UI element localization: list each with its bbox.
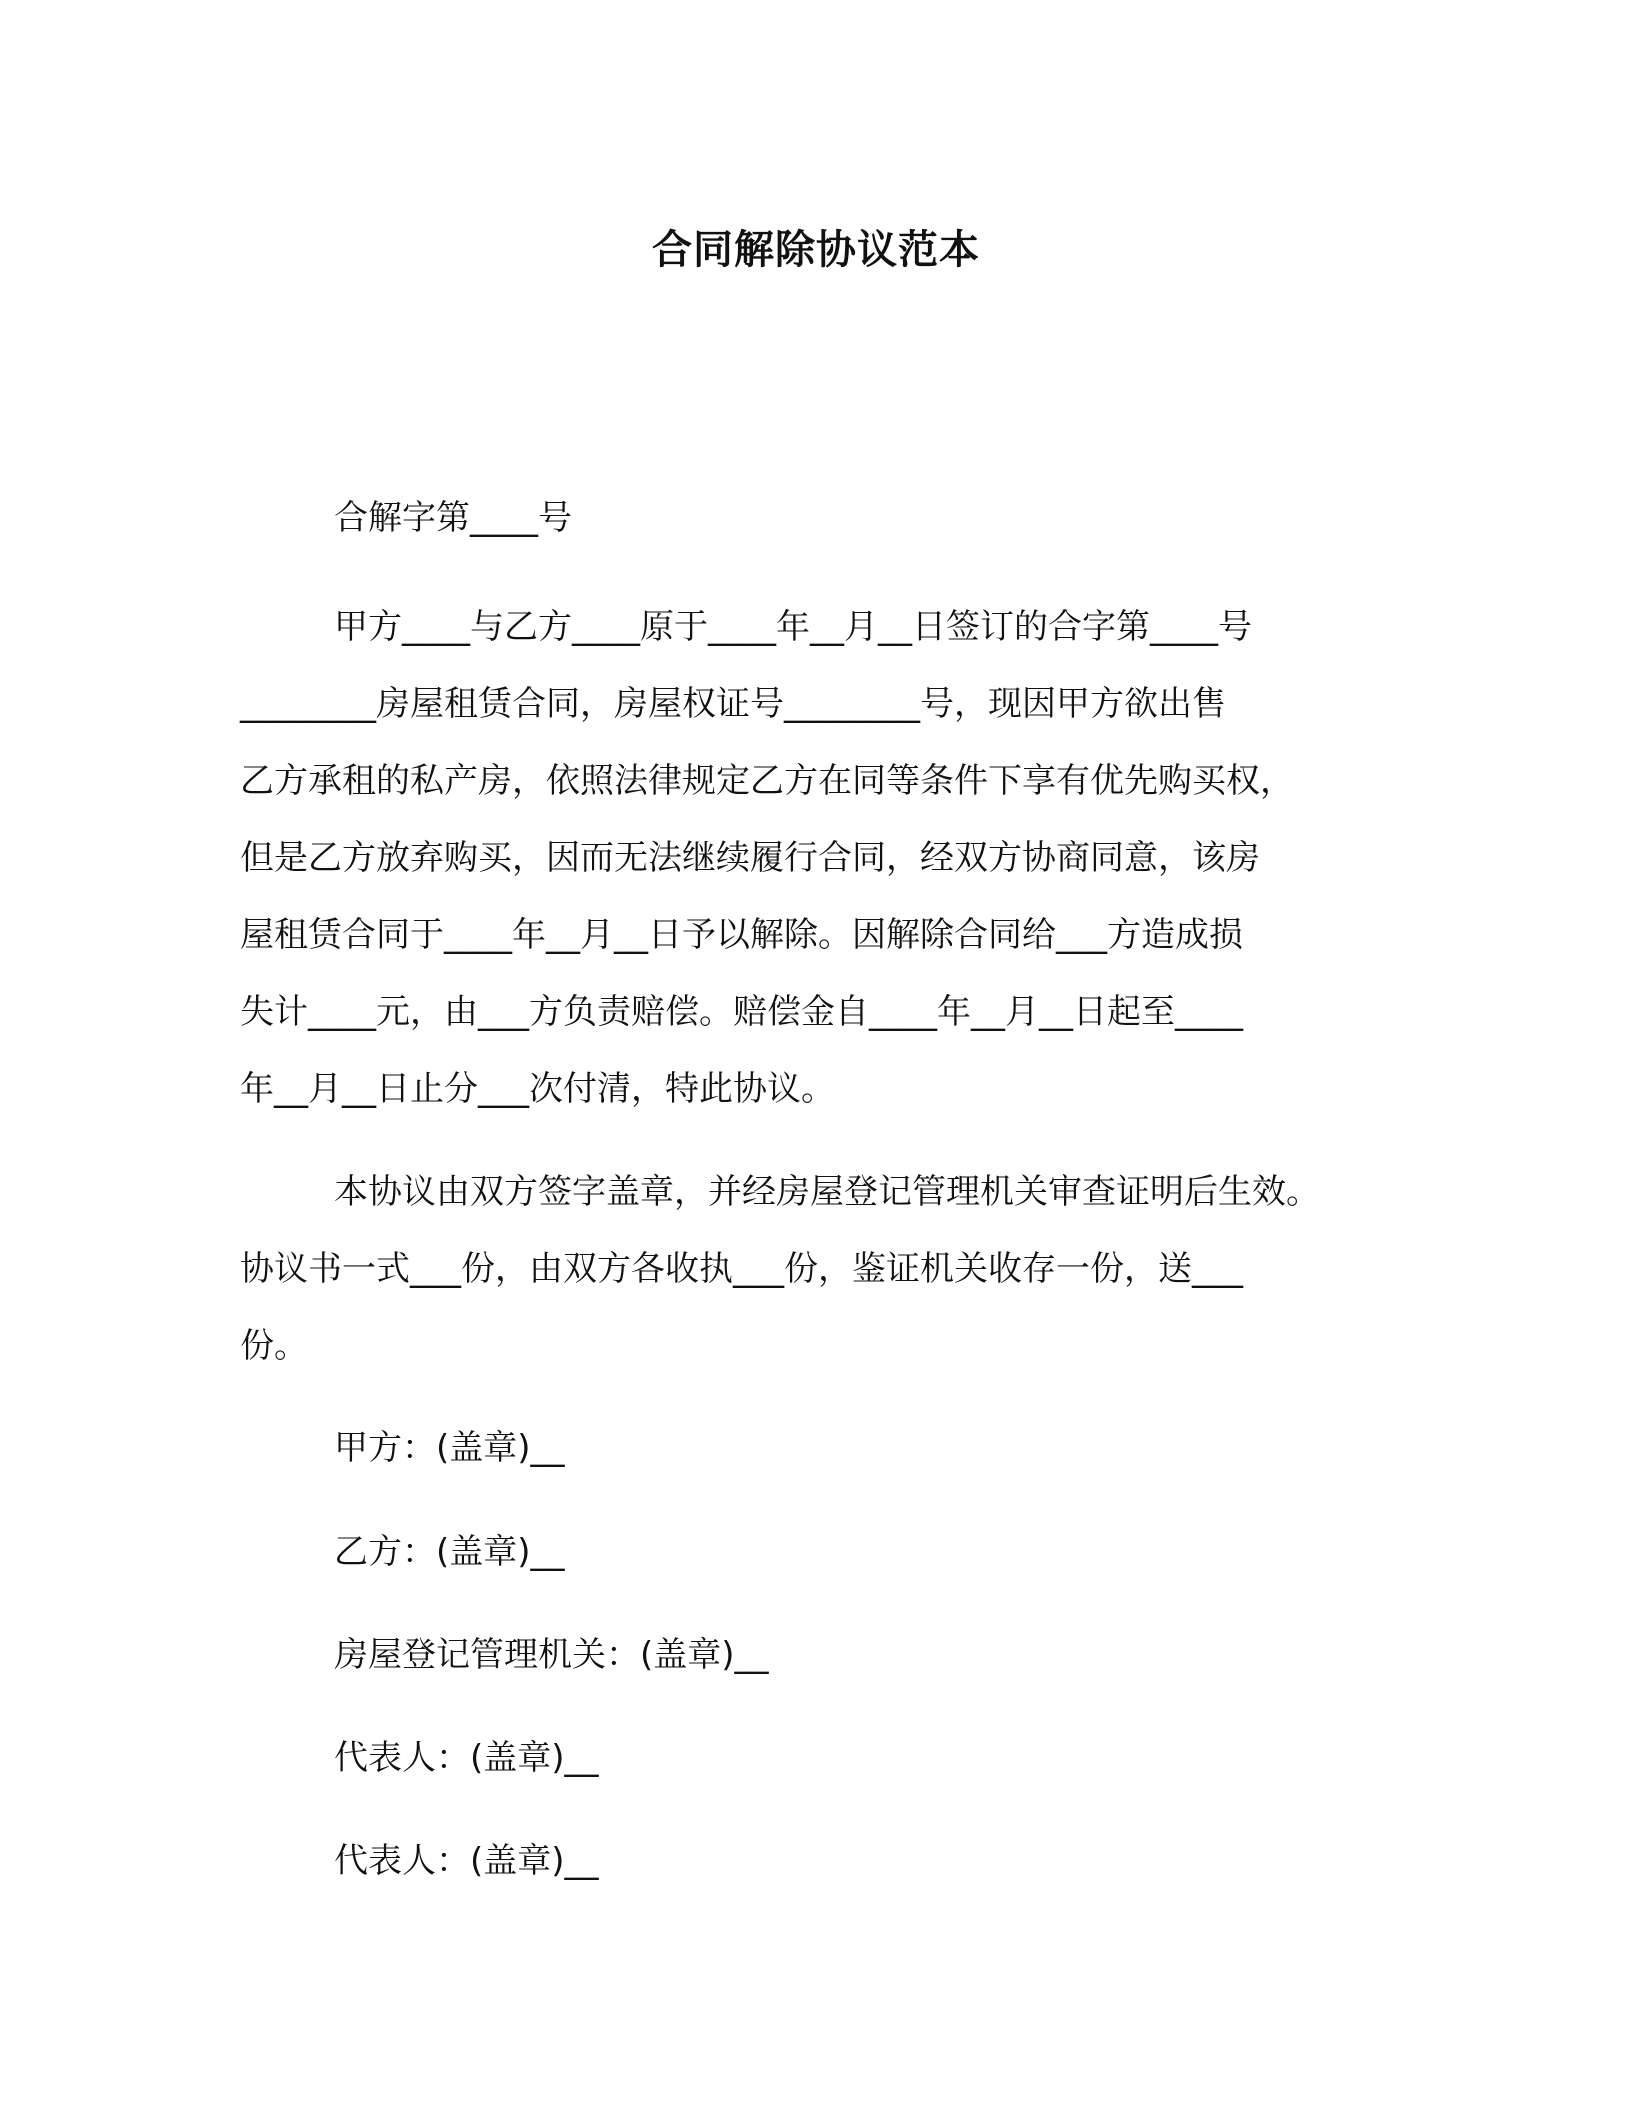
signature-party-a: 甲方：(盖章)__ bbox=[334, 1428, 565, 1468]
paragraph-line: 本协议由双方签字盖章，并经房屋登记管理机关审查证明后生效。 bbox=[334, 1172, 1320, 1212]
signature-party-b: 乙方：(盖章)__ bbox=[334, 1532, 565, 1572]
paragraph-line: 但是乙方放弃购买，因而无法继续履行合同，经双方协商同意，该房 bbox=[240, 838, 1260, 878]
document-title: 合同解除协议范本 bbox=[652, 227, 980, 273]
signature-representative: 代表人：(盖章)__ bbox=[334, 1738, 599, 1778]
paragraph-line: 屋租赁合同于____年__月__日予以解除。因解除合同给___方造成损 bbox=[240, 915, 1243, 955]
paragraph-line: 失计____元，由___方负责赔偿。赔偿金自____年__月__日起至____ bbox=[240, 992, 1243, 1032]
paragraph-line: 乙方承租的私产房，依照法律规定乙方在同等条件下享有优先购买权， bbox=[240, 761, 1294, 801]
signature-representative: 代表人：(盖章)__ bbox=[334, 1841, 599, 1881]
paragraph-line: 协议书一式___份，由双方各收执___份，鉴证机关收存一份，送___ bbox=[240, 1249, 1243, 1289]
document-number: 合解字第____号 bbox=[334, 498, 572, 538]
effectiveness-paragraph bbox=[240, 1154, 1410, 1385]
paragraph-line: 份。 bbox=[240, 1326, 308, 1366]
agreement-paragraph bbox=[240, 589, 1410, 1128]
signature-registry-authority: 房屋登记管理机关：(盖章)__ bbox=[334, 1635, 769, 1675]
paragraph-line: 年__月__日止分___次付清，特此协议。 bbox=[240, 1069, 835, 1109]
paragraph-line: ________房屋租赁合同，房屋权证号________号，现因甲方欲出售 bbox=[240, 684, 1226, 724]
paragraph-line: 甲方____与乙方____原于____年__月__日签订的合字第____号 bbox=[334, 607, 1252, 647]
